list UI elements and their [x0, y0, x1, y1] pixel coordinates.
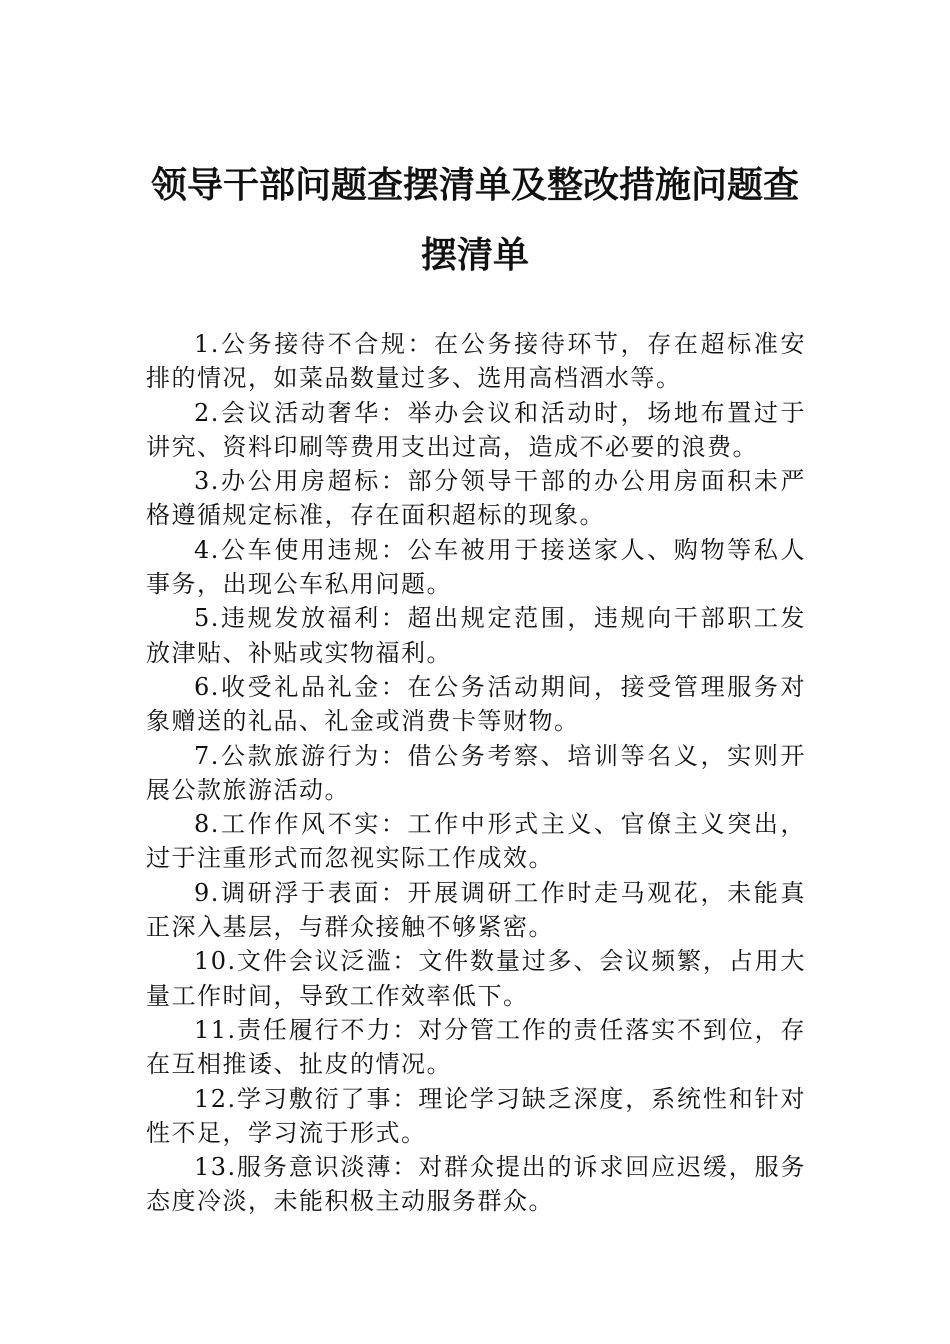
document-title: 领导干部问题查摆清单及整改措施问题查摆清单: [150, 164, 799, 276]
list-item: 7.公款旅游行为：借公务考察、培训等名义，实则开展公款旅游活动。: [146, 741, 806, 804]
list-item: 10.文件会议泛滥：文件数量过多、会议频繁，占用大量工作时间，导致工作效率低下。: [146, 947, 806, 1010]
list-item: 4.公车使用违规：公车被用于接送家人、购物等私人事务，出现公车私用问题。: [146, 535, 806, 599]
list-item: 11.责任履行不力：对分管工作的责任落实不到位，存在互相推诿、扯皮的情况。: [146, 1015, 806, 1079]
list-item: 2.会议活动奢华：举办会议和活动时，场地布置过于讲究、资料印刷等费用支出过高，造成不必要的浪费。: [146, 398, 806, 461]
list-item: 5.违规发放福利：超出规定范围，违规向干部职工发放津贴、补贴或实物福利。: [146, 604, 806, 667]
document-body: [146, 327, 806, 1219]
list-item: 13.服务意识淡薄：对群众提出的诉求回应迟缓，服务态度冷淡，未能积极主动服务群众。: [146, 1153, 806, 1216]
list-item: 12.学习敷衍了事：理论学习缺乏深度，系统性和针对性不足，学习流于形式。: [146, 1084, 806, 1147]
list-item: 3.办公用房超标：部分领导干部的办公用房面积未严格遵循规定标准，存在面积超标的现象。: [146, 467, 806, 530]
list-item: 6.收受礼品礼金：在公务活动期间，接受管理服务对象赠送的礼品、礼金或消费卡等财物。: [146, 672, 806, 736]
list-item: 9.调研浮于表面：开展调研工作时走马观花，未能真正深入基层，与群众接触不够紧密。: [146, 878, 806, 942]
list-item: 8.工作作风不实：工作中形式主义、官僚主义突出，过于注重形式而忽视实际工作成效。: [146, 810, 806, 873]
list-item: 1.公务接待不合规：在公务接待环节，存在超标准安排的情况，如菜品数量过多、选用高档酒水等。: [146, 330, 806, 393]
